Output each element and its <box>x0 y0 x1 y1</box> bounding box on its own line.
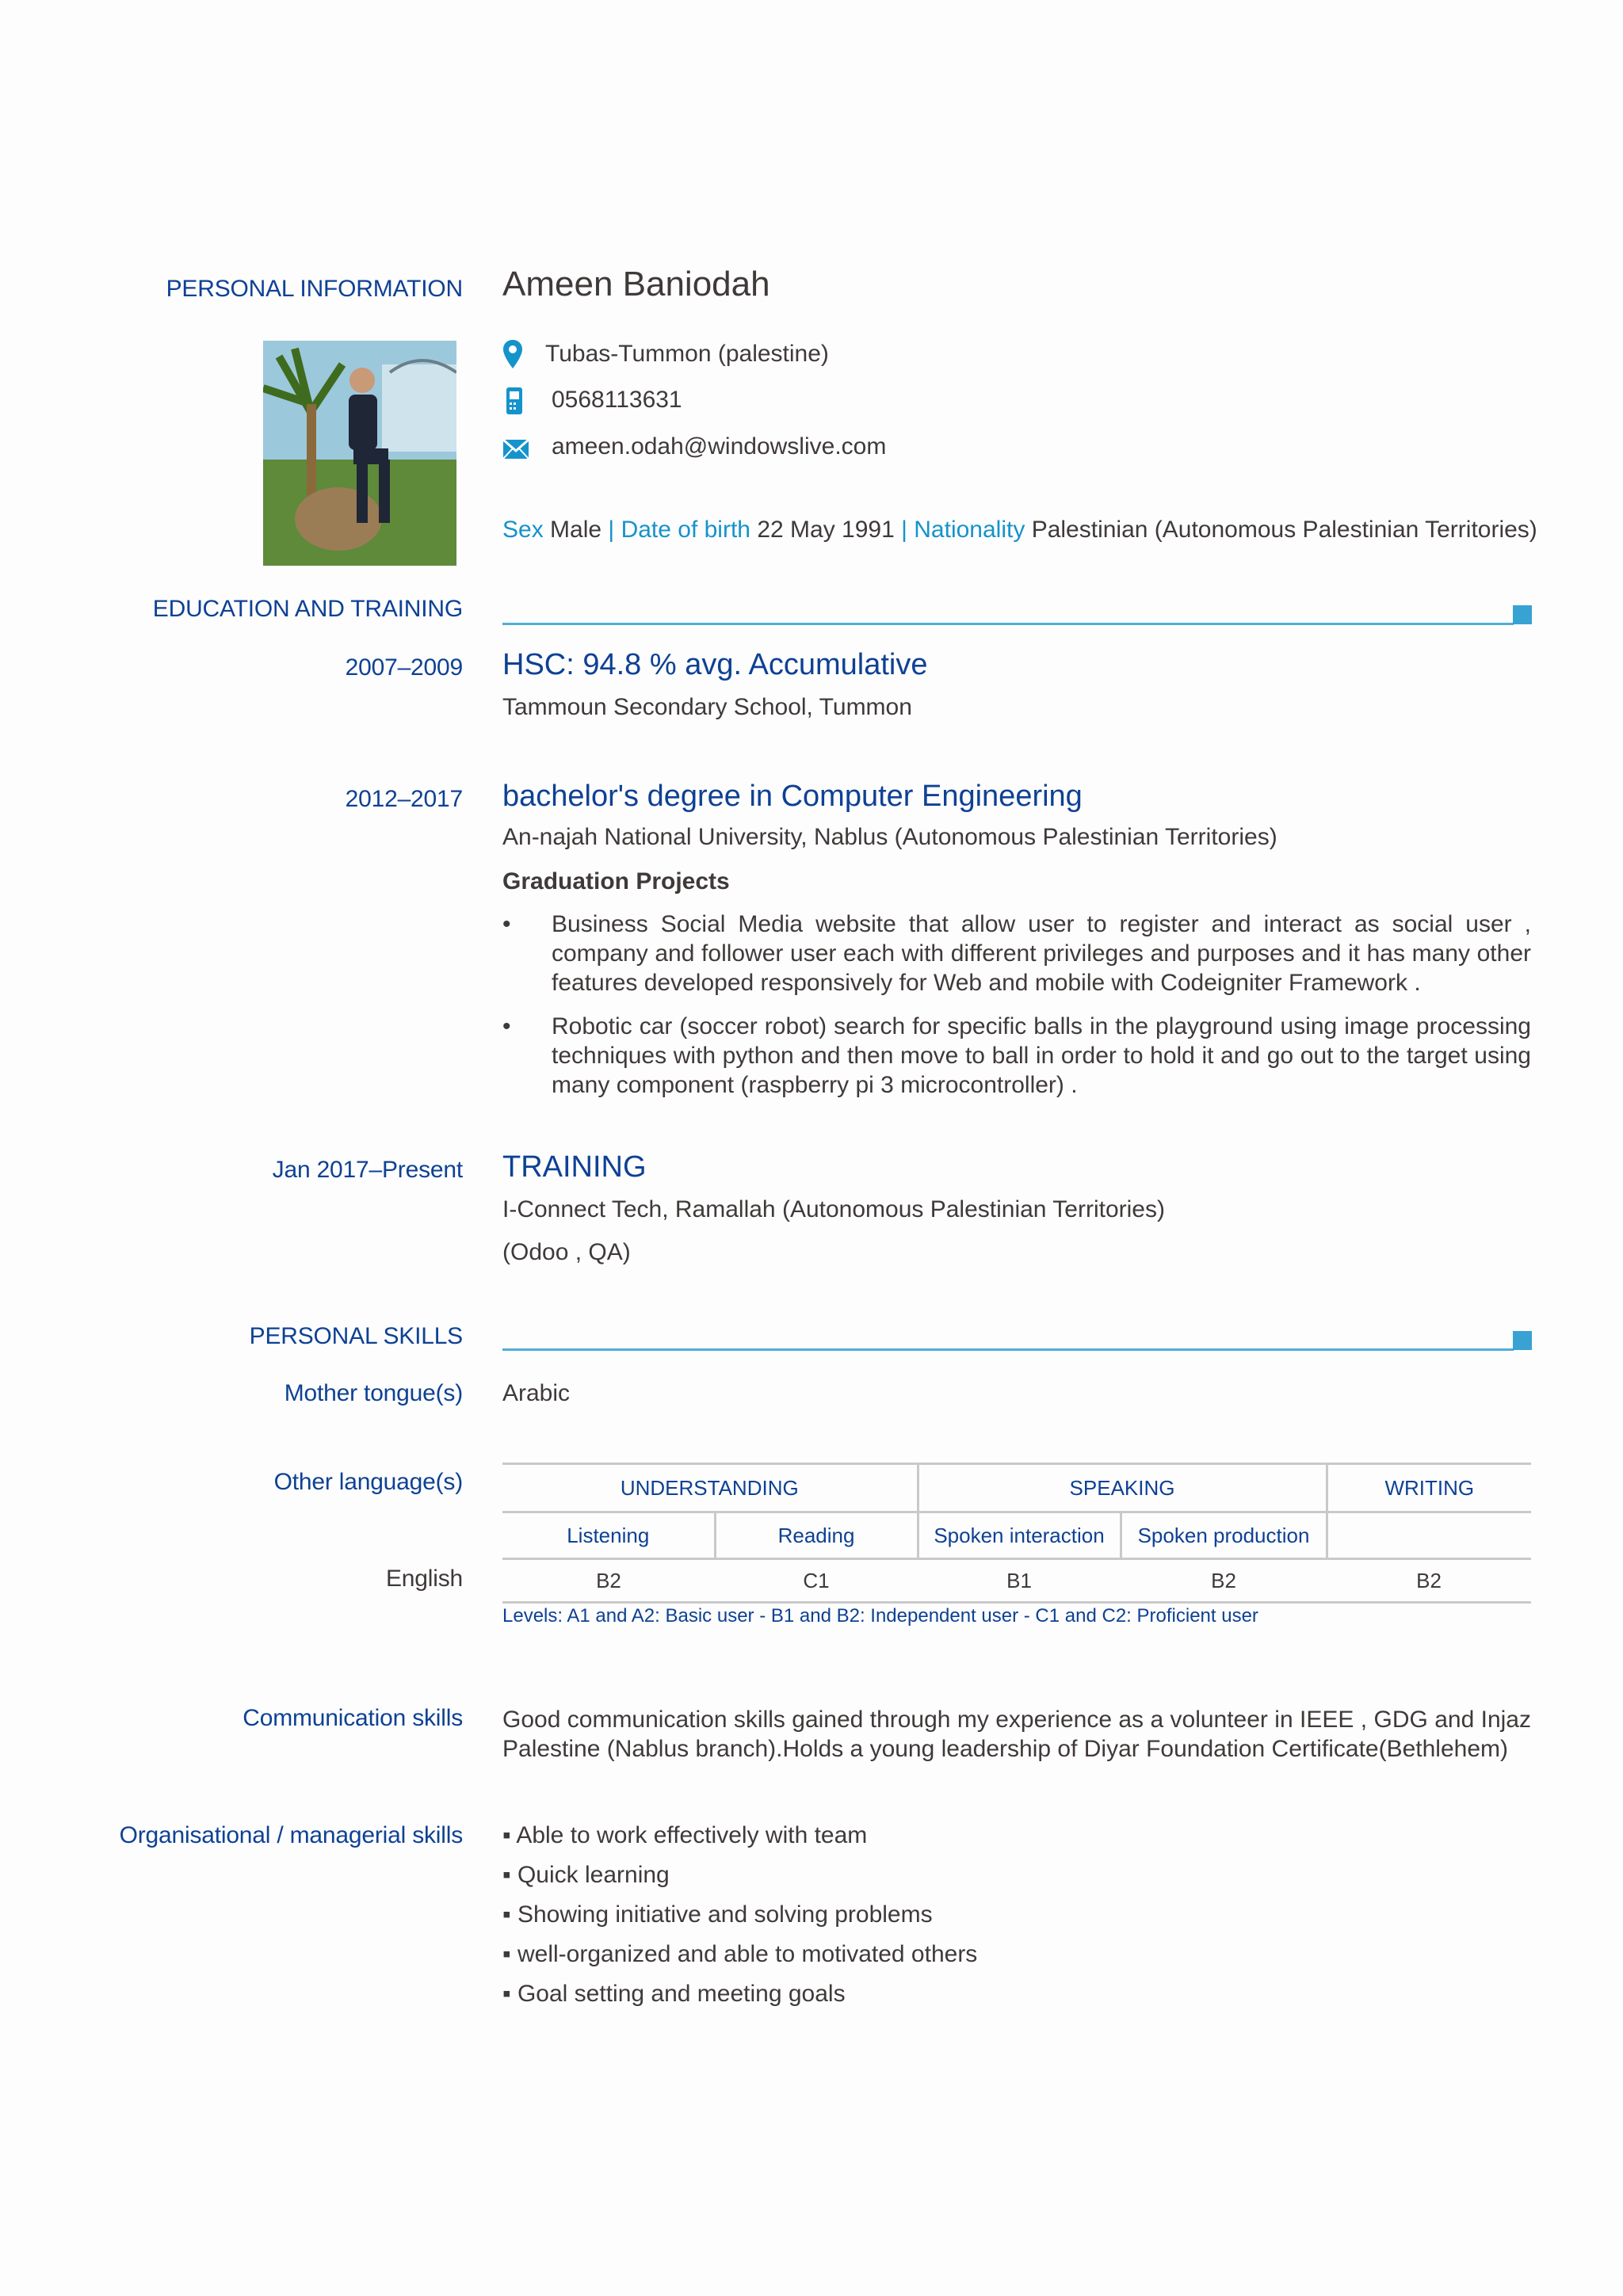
list-item: ▪ Quick learning <box>502 1862 670 1888</box>
location-icon <box>502 339 523 369</box>
education-title: HSC: 94.8 % avg. Accumulative <box>502 648 928 681</box>
nationality-label: Nationality <box>914 517 1025 543</box>
table-cell-level: B2 <box>502 1559 715 1603</box>
mother-tongue-label: Mother tongue(s) <box>284 1380 463 1406</box>
separator: | <box>901 517 907 543</box>
education-org: An-najah National University, Nablus (Autonomous Palestinian Territories) <box>502 824 1277 850</box>
education-title: bachelor's degree in Computer Engineering <box>502 780 1083 813</box>
list-item-text: Robotic car (soccer robot) search for specific balls in the playground using image processing techniques with python and then move to ball in order to hold it and go out to the target using many component (raspberry pi 3 microcontroller) . <box>552 1013 1531 1098</box>
table-header-understanding: UNDERSTANDING <box>502 1464 918 1512</box>
education-date: 2007–2009 <box>345 654 463 681</box>
education-date: 2012–2017 <box>345 786 463 812</box>
section-divider-square <box>1513 1331 1532 1350</box>
table-header-speaking: SPEAKING <box>918 1464 1327 1512</box>
section-label-personal-information: PERSONAL INFORMATION <box>166 276 463 302</box>
table-subheader: Spoken interaction <box>918 1512 1121 1559</box>
list-item: ▪ well-organized and able to motivated others <box>502 1941 978 1967</box>
profile-photo <box>263 341 456 566</box>
organisational-skills-label: Organisational / managerial skills <box>119 1822 463 1848</box>
table-cell-level: B1 <box>918 1559 1121 1603</box>
education-date: Jan 2017–Present <box>272 1157 463 1183</box>
section-divider-square <box>1513 605 1532 624</box>
section-divider <box>502 1348 1514 1351</box>
table-subheader: Spoken production <box>1121 1512 1327 1559</box>
dob-label: Date of birth <box>621 517 750 543</box>
education-org: I-Connect Tech, Ramallah (Autonomous Palestinian Territories) <box>502 1196 1165 1222</box>
other-languages-label: Other language(s) <box>273 1469 463 1495</box>
communication-skills-label: Communication skills <box>242 1705 463 1731</box>
list-item: ▪ Showing initiative and solving problems <box>502 1901 933 1928</box>
graduation-projects-heading: Graduation Projects <box>502 868 730 894</box>
section-label-personal-skills: PERSONAL SKILLS <box>249 1323 463 1349</box>
section-divider <box>502 623 1514 625</box>
education-title: TRAINING <box>502 1150 647 1184</box>
education-extra: (Odoo , QA) <box>502 1239 631 1265</box>
table-subheader: Listening <box>502 1512 715 1559</box>
location-text: Tubas-Tummon (palestine) <box>545 341 829 367</box>
dob-value: 22 May 1991 <box>757 517 895 543</box>
table-subheader-empty <box>1327 1512 1531 1559</box>
table-header-writing: WRITING <box>1327 1464 1531 1512</box>
full-name: Ameen Baniodah <box>502 265 770 303</box>
table-cell-level: B2 <box>1327 1559 1531 1603</box>
mobile-phone-icon <box>506 387 523 415</box>
language-name: English <box>386 1566 463 1592</box>
levels-note: Levels: A1 and A2: Basic user - B1 and B2: Independent user - C1 and C2: Proficient user <box>502 1605 1258 1627</box>
list-item: ▪ Able to work effectively with team <box>502 1822 868 1848</box>
organisational-skills-list <box>502 1816 977 2014</box>
table-cell-level: C1 <box>715 1559 918 1603</box>
section-label-education: EDUCATION AND TRAINING <box>152 596 463 622</box>
mother-tongue-value: Arabic <box>502 1380 571 1406</box>
communication-skills-text: Good communication skills gained through my experience as a volunteer in IEEE , GDG and Injaz Palestine (Nablus branch).Holds a young leadership of Diyar Foundation Certificate(Bethlehem) <box>502 1707 1531 1762</box>
list-item: • Business Social Media website that allow user to register and interact as social user , company and follower user each with different privileges and purposes and it has many other features developed responsively for Web and mobile with Codeigniter Framework . <box>502 911 1531 996</box>
separator: | <box>608 517 615 543</box>
list-item: • Robotic car (soccer robot) search for specific balls in the playground using image processing techniques with python and then move to ball in order to hold it and go out to the target using many component (raspberry pi 3 microcontroller) . <box>502 1013 1531 1098</box>
graduation-projects-list <box>502 910 1531 1114</box>
nationality-value: Palestinian (Autonomous Palestinian Territories) <box>1031 517 1537 543</box>
table-subheader: Reading <box>715 1512 918 1559</box>
list-item-text: Business Social Media website that allow user to register and interact as social user , company and follower user each with different privileges and purposes and it has many other features developed responsively for Web and mobile with Codeigniter Framework . <box>552 911 1531 996</box>
education-org: Tammoun Secondary School, Tummon <box>502 694 912 720</box>
email-text[interactable]: ameen.odah@windowslive.com <box>552 433 887 460</box>
sex-value: Male <box>550 517 602 543</box>
table-cell-level: B2 <box>1121 1559 1327 1603</box>
sex-label: Sex <box>502 517 544 543</box>
list-item: ▪ Goal setting and meeting goals <box>502 1981 846 2007</box>
personal-details-line <box>502 517 1537 543</box>
phone-text: 0568113631 <box>552 387 682 413</box>
language-table <box>502 1463 1531 1604</box>
email-icon <box>502 439 529 460</box>
